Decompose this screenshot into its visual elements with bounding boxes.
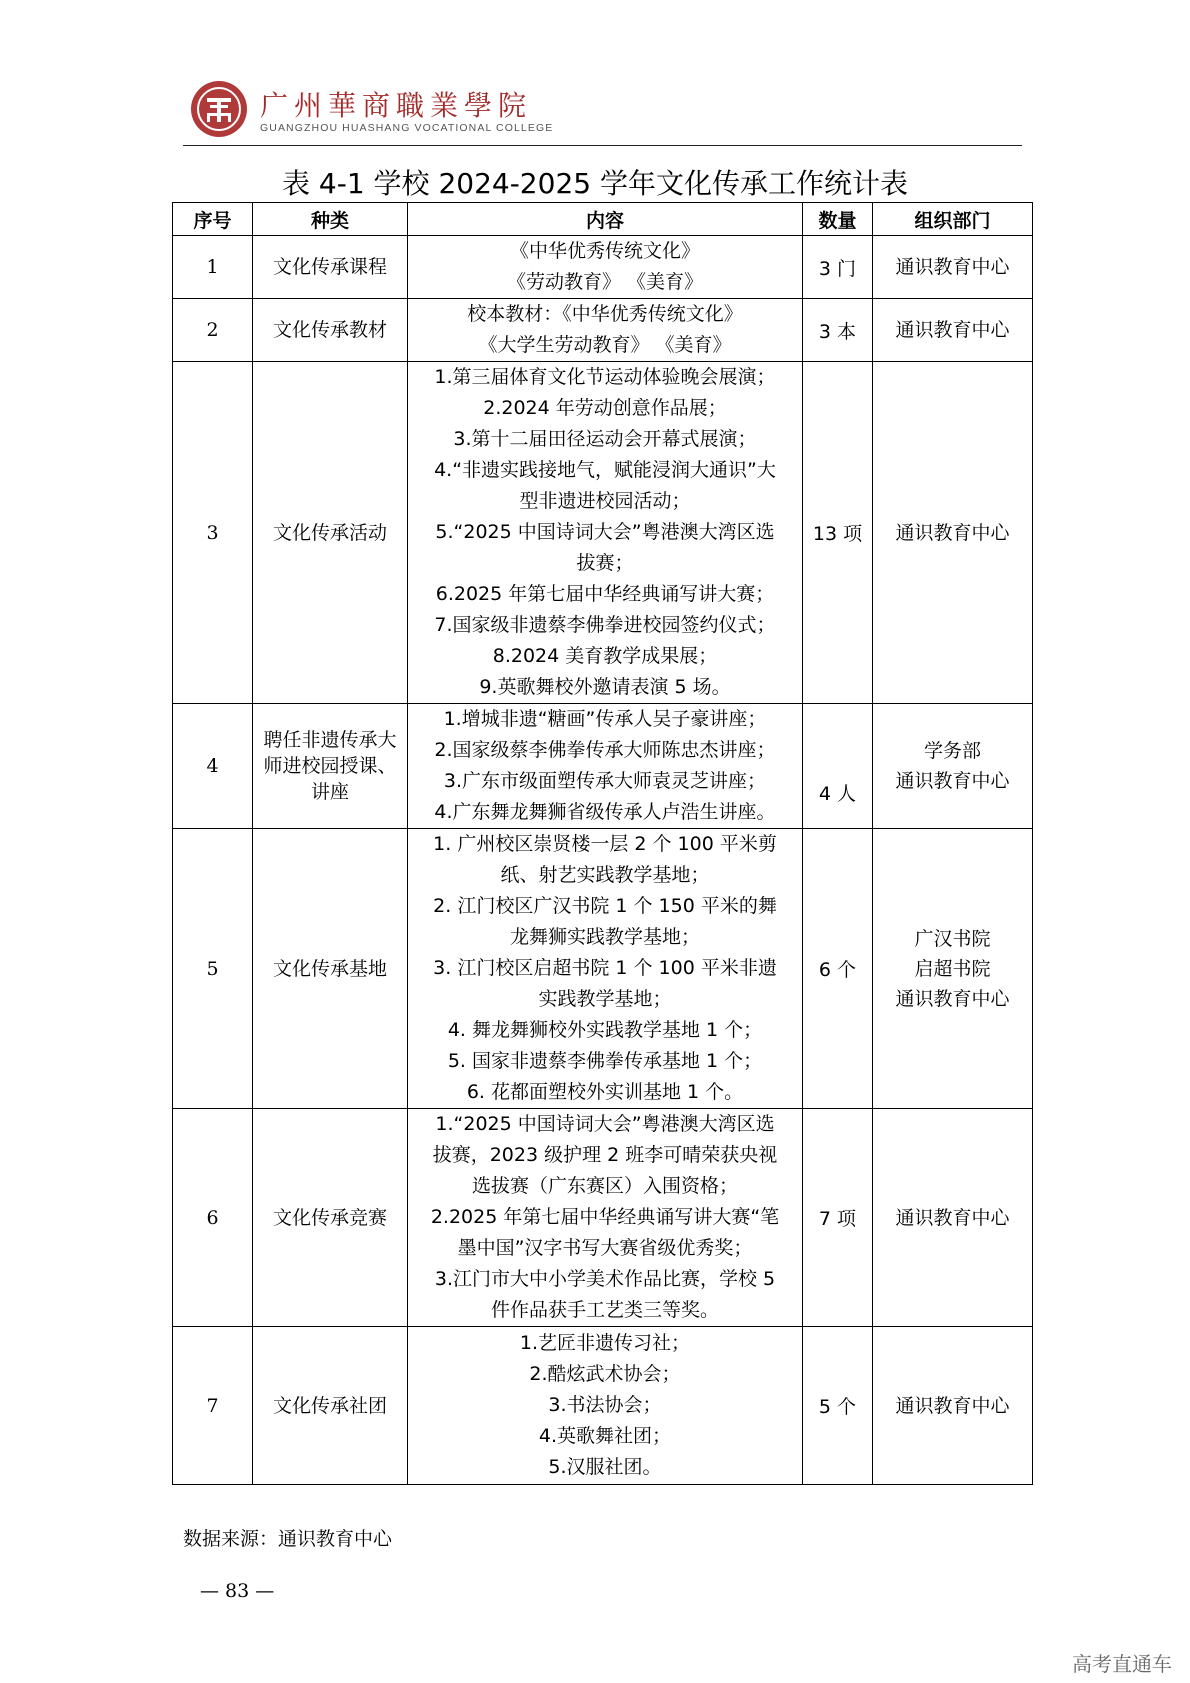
row-content <box>408 362 803 704</box>
row-count: 6 个 <box>803 829 873 1109</box>
table-row <box>173 704 1033 829</box>
content-line: 5.汉服社团。 <box>548 1456 662 1478</box>
content-line: 4. 舞龙舞狮校外实践教学基地 1 个； <box>447 1019 763 1041</box>
table-row <box>173 1327 1033 1485</box>
content-line: 型非遗进校园活动； <box>519 490 691 512</box>
content-line: 实践教学基地； <box>538 988 672 1010</box>
column-header: 种类 <box>253 203 408 236</box>
column-header: 内容 <box>408 203 803 236</box>
column-header: 数量 <box>803 203 873 236</box>
content-line: 1.“2025 中国诗词大会”粤港澳大湾区选 <box>435 1113 775 1135</box>
content-line: 龙舞狮实践教学基地； <box>509 926 700 948</box>
table-row <box>173 1109 1033 1327</box>
page-number: — 83 — <box>200 1580 275 1602</box>
table-header-row <box>173 203 1033 236</box>
content-line: 8.2024 美育教学成果展； <box>492 645 718 667</box>
header-divider <box>183 145 1022 146</box>
row-category: 文化传承社团 <box>253 1327 408 1485</box>
row-category: 文化传承活动 <box>253 362 408 704</box>
watermark: 高考直通车 <box>1072 1652 1172 1676</box>
row-category: 聘任非遗传承大师进校园授课、讲座 <box>253 704 408 829</box>
row-number: 6 <box>173 1109 253 1327</box>
content-line: 3.广东市级面塑传承大师袁灵芝讲座； <box>443 770 767 792</box>
content-line: 1.第三届体育文化节运动体验晚会展演； <box>434 366 776 388</box>
table-row <box>173 236 1033 299</box>
content-line: 2.国家级蔡李佛拳传承大师陈忠杰讲座； <box>434 739 776 761</box>
content-line: 1.艺匠非遗传习社； <box>519 1332 691 1354</box>
row-count: 13 项 <box>803 362 873 704</box>
content-line: 纸、射艺实践教学基地； <box>500 864 710 886</box>
content-line: 9.英歌舞校外邀请表演 5 场。 <box>479 676 731 698</box>
row-number: 7 <box>173 1327 253 1485</box>
content-line: 墨中国”汉字书写大赛省级优秀奖； <box>457 1237 753 1259</box>
school-name-en: GUANGZHOU HUASHANG VOCATIONAL COLLEGE <box>260 122 554 134</box>
content-line: 3. 江门校区启超书院 1 个 100 平米非遗 <box>433 957 777 979</box>
row-content <box>408 704 803 829</box>
row-department <box>873 1327 1033 1485</box>
row-count: 4 人 <box>803 704 873 829</box>
content-line: 拔赛； <box>576 552 634 574</box>
department-line: 通识教育中心 <box>895 521 1010 544</box>
row-department <box>873 299 1033 362</box>
row-number: 3 <box>173 362 253 704</box>
row-department <box>873 236 1033 299</box>
row-count: 3 门 <box>803 236 873 299</box>
row-category: 文化传承竞赛 <box>253 1109 408 1327</box>
row-department <box>873 704 1033 829</box>
content-line: 校本教材：《中华优秀传统文化》 <box>467 303 743 325</box>
school-name-cn: 广州華商職業學院 <box>260 89 533 122</box>
row-content <box>408 1327 803 1485</box>
row-content <box>408 236 803 299</box>
content-line: 件作品获手工艺类三等奖。 <box>490 1299 719 1321</box>
content-line: 3.第十二届田径运动会开幕式展演； <box>453 428 757 450</box>
row-number: 4 <box>173 704 253 829</box>
data-source-note: 数据来源：通识教育中心 <box>183 1528 393 1550</box>
row-content <box>408 299 803 362</box>
table-row <box>173 362 1033 704</box>
row-number: 1 <box>173 236 253 299</box>
department-line: 通识教育中心 <box>895 770 1010 792</box>
department-line: 通识教育中心 <box>895 319 1010 341</box>
row-category: 文化传承基地 <box>253 829 408 1109</box>
content-line: 《中华优秀传统文化》 <box>509 240 700 262</box>
content-line: 4.广东舞龙舞狮省级传承人卢浩生讲座。 <box>434 801 776 823</box>
content-line: 5. 国家非遗蔡李佛拳传承基地 1 个； <box>447 1050 763 1072</box>
row-count: 5 个 <box>803 1327 873 1485</box>
content-line: 6.2025 年第七届中华经典诵写讲大赛； <box>435 583 775 605</box>
content-line: 拔赛，2023 级护理 2 班李可晴荣获央视 <box>432 1144 778 1166</box>
department-line: 广汉书院 <box>914 927 991 950</box>
content-line: 选拔赛（广东赛区）入围资格； <box>471 1175 738 1197</box>
content-line: 6. 花都面塑校外实训基地 1 个。 <box>466 1081 744 1103</box>
content-line: 1.增城非遗“糖画”传承人吴子豪讲座； <box>443 708 767 730</box>
department-line: 通识教育中心 <box>895 1394 1010 1417</box>
row-department <box>873 1109 1033 1327</box>
table-row <box>173 829 1033 1109</box>
content-line: 5.“2025 中国诗词大会”粤港澳大湾区选 <box>435 521 775 543</box>
row-content <box>408 829 803 1109</box>
school-logo-icon <box>190 80 248 138</box>
content-line: 《大学生劳动教育》 《美育》 <box>478 334 732 356</box>
content-line: 4.“非遗实践接地气，赋能浸润大通识”大 <box>434 459 776 481</box>
row-content <box>408 1109 803 1327</box>
department-line: 通识教育中心 <box>895 256 1010 278</box>
content-line: 2.酷炫武术协会； <box>529 1363 681 1385</box>
department-line: 通识教育中心 <box>895 987 1010 1010</box>
row-number: 5 <box>173 829 253 1109</box>
table-title: 表 4-1 学校 2024-2025 学年文化传承工作统计表 <box>282 167 908 200</box>
row-category: 文化传承教材 <box>253 299 408 362</box>
content-line: 1. 广州校区崇贤楼一层 2 个 100 平米剪 <box>433 833 777 855</box>
column-header: 组织部门 <box>873 203 1033 236</box>
row-count: 7 项 <box>803 1109 873 1327</box>
content-line: 2.2024 年劳动创意作品展； <box>483 397 727 419</box>
content-line: 《劳动教育》 《美育》 <box>506 271 704 293</box>
row-number: 2 <box>173 299 253 362</box>
content-line: 7.国家级非遗蔡李佛拳进校园签约仪式； <box>434 614 776 636</box>
table-row <box>173 299 1033 362</box>
content-line: 4.英歌舞社团； <box>538 1425 672 1447</box>
department-line: 通识教育中心 <box>895 1206 1010 1229</box>
department-line: 学务部 <box>923 740 981 762</box>
content-line: 3.书法协会； <box>548 1394 662 1416</box>
row-count: 3 本 <box>803 299 873 362</box>
row-category: 文化传承课程 <box>253 236 408 299</box>
row-department <box>873 829 1033 1109</box>
content-line: 2.2025 年第七届中华经典诵写讲大赛“笔 <box>430 1206 780 1228</box>
content-line: 3.江门市大中小学美术作品比赛，学校 5 <box>434 1268 776 1290</box>
content-line: 2. 江门校区广汉书院 1 个 150 平米的舞 <box>433 895 777 917</box>
statistics-table <box>172 202 1033 1485</box>
column-header: 序号 <box>173 203 253 236</box>
row-department <box>873 362 1033 704</box>
department-line: 启超书院 <box>914 957 991 980</box>
